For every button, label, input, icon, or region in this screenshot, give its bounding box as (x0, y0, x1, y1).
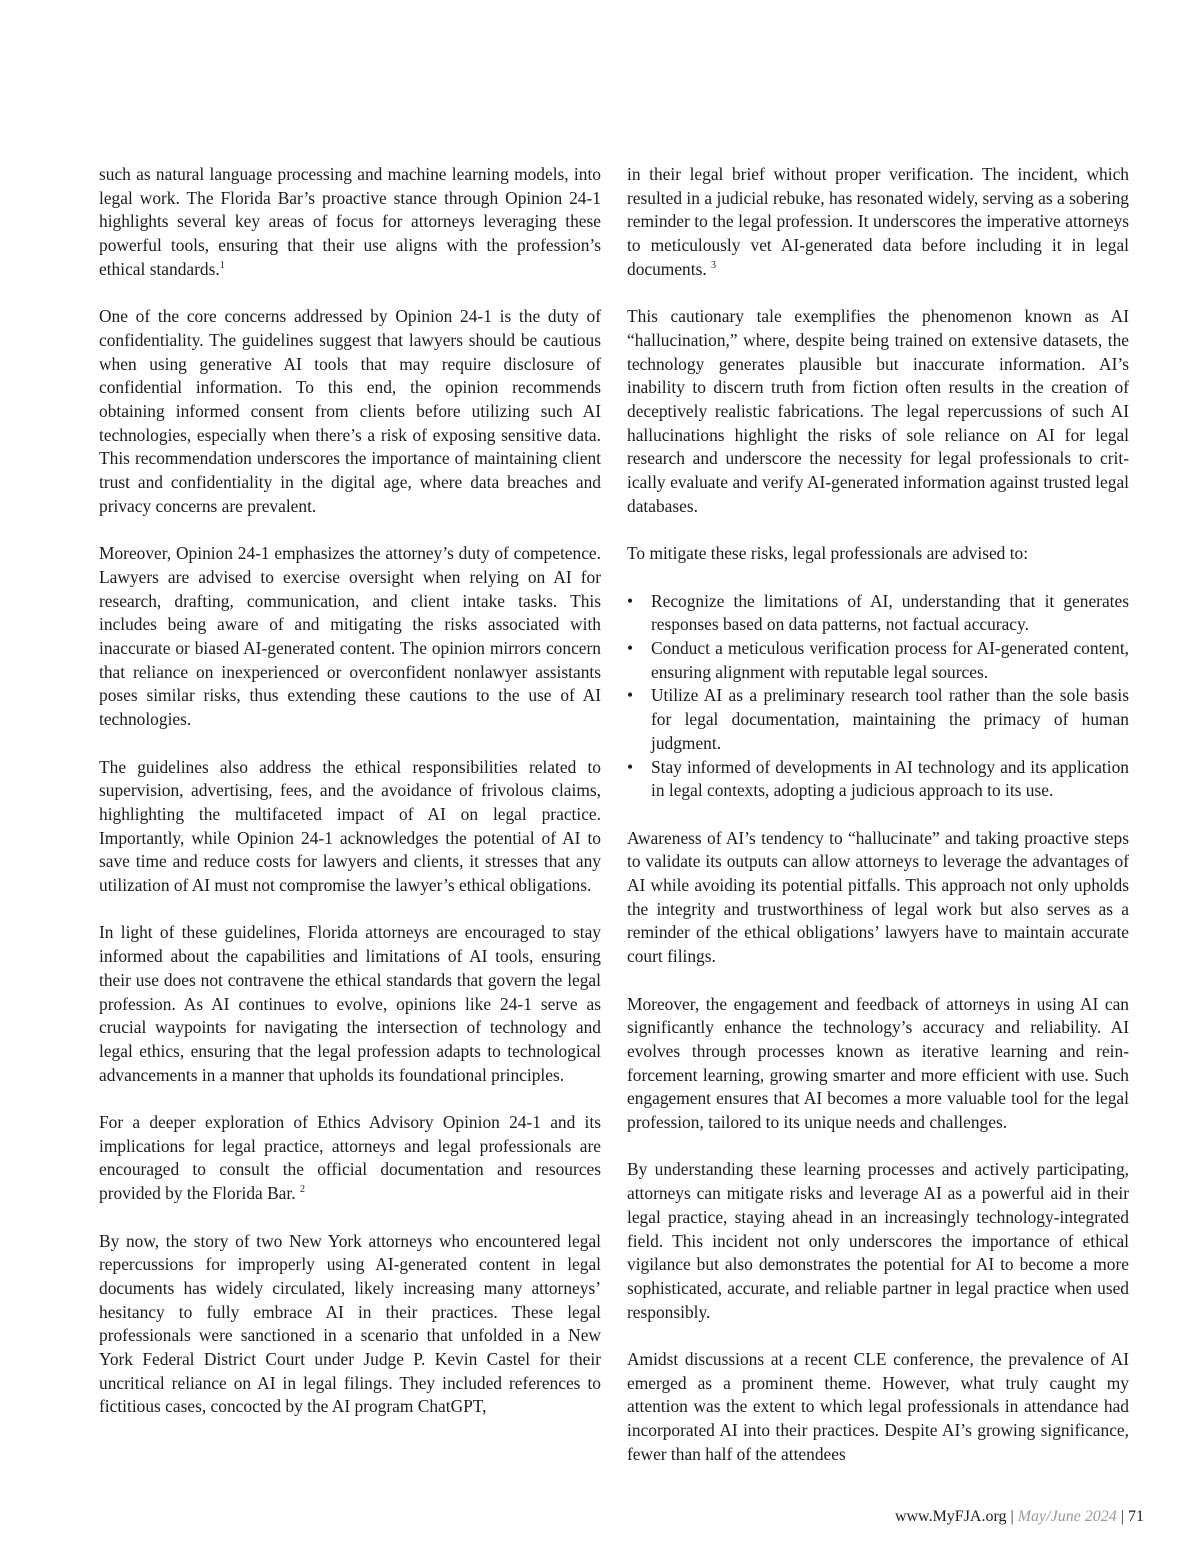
paragraph: Moreover, the engagement and feedback of attorneys in using AI can significantly enhance the technology’s accuracy and reliability. AI evolves through processes known as iterative learning and reinforcement learning, growing smarter and more efficient with use. Such engagement ensures that AI becomes a more valuable tool for the legal profession, tailored to its unique needs and challenges. (627, 993, 1129, 1133)
list-item: • Stay informed of developments in AI technology and its application in legal contexts, adopting a judicious approach to its use. (627, 756, 1129, 801)
footer-separator: | (1120, 1508, 1124, 1525)
list-item: • Conduct a meticulous verification process for AI-generated content, ensuring alignment with reputable legal sources. (627, 638, 1129, 682)
bullet-icon: • (627, 685, 634, 706)
paragraph: To mitigate these risks, legal professionals are advised to: (627, 543, 1029, 564)
footnote-ref: 3 (711, 260, 717, 272)
paragraph: By understanding these learning processes and actively participating, attorneys can mitigate risks and leverage AI as a powerful aid in their legal practice, staying ahead in an increasingly technology-integrated field. This incident not only underscores the importance of ethical vigilance but also demonstrates the potential for AI to become a more sophisticated, accurate, and reliable partner in legal practice when used responsibly. (627, 1159, 1129, 1322)
paragraph: For a deeper exploration of Ethics Advisory Opinion 24-1 and its implications for legal practice, attorneys and legal professionals are encouraged to consult the official documentation and resources provided by the Florida Bar. $^2$ (99, 1112, 601, 1204)
paragraph: Amidst discussions at a recent CLE conference, the prevalence of AI emerged as a prominent theme. However, what truly caught my attention was the extent to which legal professionals in attendance had incorporated AI into their practices. Despite AI’s growing significance, fewer than half of the attendees (627, 1349, 1129, 1464)
paragraph: In light of these guidelines, Florida attorneys are encouraged to stay informed about the capabilities and limitations of AI tools, ensuring their use does not contravene the ethical standards that govern the legal profession. As AI continues to evolve, opinions like 24-1 serve as crucial waypoints for navigating the intersection of technology and legal ethics, ensuring that the legal profession adapts to technological advancements in a manner that upholds its foundational principles. (99, 922, 601, 1085)
page-footer (895, 1508, 1144, 1526)
paragraph: One of the core concerns addressed by Opinion 24-1 is the duty of confidentiality. The guidelines suggest that lawyers should be cautious when using generative AI tools that may require disclosure of confidential information. To this end, the opinion recommends obtaining informed consent from clients before utilizing such AI technologies, especially when there’s a risk of exposing sensitive data. This recommendation underscores the importance of maintaining client trust and confidentiality in the digital age, where data breaches and privacy concerns are prevalent. (99, 306, 601, 516)
paragraph: Awareness of AI’s tendency to “hallucinate” and taking proactive steps to validate its outputs can allow attorneys to leverage the advantages of AI while avoiding its potential pitfalls. This approach not only upholds the integrity and trustworthiness of legal work but also serves as a reminder of the ethical obligations’ lawyers have to maintain accurate court filings. (627, 827, 1129, 967)
paragraph: By now, the story of two New York attorneys who encountered legal repercussions for improperly using AI-generated content in legal documents has widely circulated, likely increasing many attorneys’ hesitancy to fully embrace AI in their practices. These legal professionals were sanctioned in a scenario that unfolded in a New York Federal District Court under Judge P. Kevin Castel for their uncritical reliance on AI in legal filings. They included references to fictitious cases, concocted by the AI program ChatGPT, (99, 1230, 601, 1417)
mitigation-list (627, 590, 1129, 803)
footer-separator: | (1010, 1508, 1014, 1525)
paragraph: This cautionary tale exemplifies the phenomenon known as AI “hallucination,” where, despite being trained on extensive datasets, the technology generates plausible but inaccurate information. AI’s inability to discern truth from fiction often results in the creation of deceptively realistic fabrications. The legal repercussions of such AI hallucinations highlight the risks of sole reliance on AI for legal research and underscore the necessity for legal professionals to critically evaluate and verify AI-generated information against trusted legal databases. (627, 306, 1129, 516)
bullet-icon: • (627, 756, 634, 777)
footer-issue: May/June 2024 (1017, 1508, 1117, 1525)
page-number: 71 (1128, 1508, 1144, 1525)
footnote-ref: 2 (299, 1184, 305, 1196)
list-item: • Utilize AI as a preliminary research tool rather than the sole basis for legal documentation, maintaining the primacy of human judgment. (627, 685, 1129, 753)
right-column (627, 163, 1129, 1490)
left-column (99, 163, 601, 1443)
paragraph: in their legal brief without proper verification. The incident, which resulted in a judicial rebuke, has resonated widely, serving as a sobering reminder to the legal profession. It underscores the imperative attorneys to meticulously vet AI-generated data before including it in legal documents. $^3$ (627, 164, 1129, 279)
paragraph: Moreover, Opinion 24-1 emphasizes the attorney’s duty of competence. Lawyers are advised to exercise oversight when relying on AI for research, drafting, communication, and client intake tasks. This includes being aware of and mitigating the risks associated with inaccurate or biased AI-generated content. The opinion mirrors concern that reliance on inexperienced or overconfident nonlawyer assistants poses similar risks, thus extending these cautions to the use of AI technologies. (99, 543, 601, 730)
footer-site-link[interactable]: www.MyFJA.org (894, 1508, 1007, 1525)
paragraph: The guidelines also address the ethical responsibilities related to supervision, advertising, fees, and the avoidance of frivolous claims, highlighting the multifaceted impact of AI on legal practice. Importantly, while Opinion 24-1 acknowledges the potential of AI to save time and reduce costs for lawyers and clients, it stresses that any utilization of AI must not compromise the lawyer’s ethical obligations. (99, 756, 601, 896)
bullet-icon: • (627, 590, 634, 611)
bullet-icon: • (627, 638, 634, 659)
paragraph: such as natural language processing and machine learning models, into legal work. The Florida Bar’s proactive stance through Opinion 24-1 highlights several key areas of focus for attorneys leveraging these powerful tools, ensuring that their use aligns with the profession’s ethical standards.$^1$ (99, 164, 601, 279)
list-item: • Recognize the limitations of AI, understanding that it generates responses based on data patterns, not factual accuracy. (627, 590, 1129, 635)
footnote-ref: 1 (219, 260, 225, 272)
